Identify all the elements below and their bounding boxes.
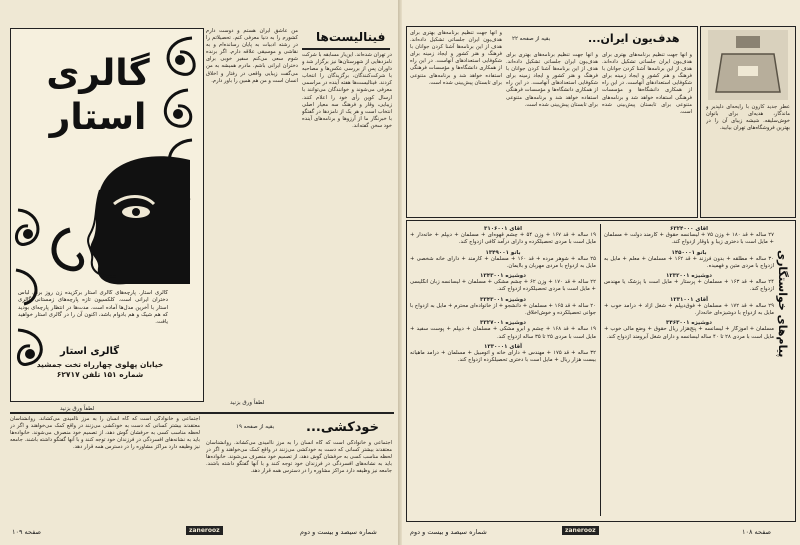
ad-item xyxy=(410,320,596,341)
ad-text: ۲۴ ساله + قد ۱۶۳ + مسلمان + پرستار + مایل است با پزشک یا مهندس ازدواج کند. xyxy=(604,279,774,293)
iran-body-col1: و آنها جهت تنظیم برنامه‌های بهتری برای هدف‌یون ایران جلساتی تشکیل داده‌اند. هدف از این برنامه‌ها آشنا کردن جوانان با فرهنگ و هنر کشور و ایجاد زمینه برای شکوفایی استعدادهای آنهاست. در این راه از همکاری دانشگاه‌ها و مؤسسات فرهنگی استفاده خواهد شد و برنامه‌های متنوعی برای تابستان پیش‌بینی شده است. xyxy=(602,52,692,115)
turn-page-note: لطفاً ورق بزنید xyxy=(60,406,95,412)
ad-id: آقای ۱۳۳۰۰۰۱ xyxy=(483,343,522,350)
ad-text: ۲۷ ساله + قد ۱۸۰ + وزن ۷۵ + لیسانسه حقوق + کارمند دولت + مسلمان + مایل است با دختری زیبا و باوقار ازدواج کند. xyxy=(604,232,774,246)
ad-id: آقای ۳۱۰۶۰۰۱ xyxy=(483,226,522,232)
ad-item xyxy=(604,273,774,294)
finalists-rule xyxy=(302,48,390,50)
marriage-ads-right xyxy=(604,226,774,516)
ad-item xyxy=(604,297,774,318)
left-page-number: صفحه ۱۰۹ xyxy=(12,528,42,536)
ad-text: ۲۹ ساله + قد ۱۷۲ + مسلمان + فوق‌دیپلم + شغل آزاد + درآمد خوب + مایل به ازدواج با دوشیزه‌ای خانه‌دار. xyxy=(604,302,774,317)
gallery-star-body: گالری استار. پارچه‌های گالری استار برگزیده زن روز برای لباس دختران ایرانی است. کلکسیون تازه پارچه‌های زمستانی گالری استار با آخرین مدل‌ها آماده است. مدت‌ها در انتظار پارچه‌ای بودید که هم شیک و هم بادوام باشد، اکنون آن را در گالری استار خواهید یافت. xyxy=(18,290,168,326)
ad-item xyxy=(410,226,596,247)
ad-id: دوشیزه ۱۳۴۳۰۰۱ xyxy=(480,273,526,280)
ad-id: دوشیزه ۱۲۳۲۰۰۱ xyxy=(666,273,712,280)
marriage-divider xyxy=(600,224,601,516)
left-middle-column: من عاشق ایران هستم و دوست دارم کشورم را به دنیا معرفی کنم. تحصیلاتم را در رشته ادبیات به پایان رسانده‌ام و به نقاشی و موسیقی علاقه دارم. اگر برنده شوم سعی می‌کنم سفیر خوبی برای دختران ایرانی باشم. مادرم همیشه به من می‌گفت زیبایی واقعی در رفتار و اخلاق انسان است و من هم همین را باور دارم. xyxy=(206,28,298,84)
ad-text: ۲۰ ساله + قد ۱۶۵ + مسلمان + دانشجو + از خانواده‌ای محترم + مایل به ازدواج با جوانی تحصیلکرده و خوش‌اخلاق. xyxy=(410,302,596,317)
right-page xyxy=(402,0,800,545)
finalists-body: در تهران شده‌اند. این‌بار مسابقه با شرکت نامزدهایی از شهرستان‌ها نیز برگزار شد و داوران پس از بررسی عکس‌ها و مصاحبه با شرکت‌کنندگان، برگزیدگان را انتخاب کردند. فینالیست‌ها هفته آینده در مراسمی معرفی می‌شوند و خوانندگان می‌توانند با ارسال کوپن رأی خود را اعلام کنند. زیبایی، وقار و فرهنگ سه معیار اصلی انتخاب است و هر یک از نامزدها در گفتگو با خبرنگار ما از آرزوها و برنامه‌های آینده خود سخن گفته‌اند. xyxy=(302,52,392,129)
ad-id: آقای ۶۳۲۴۰۰۰ xyxy=(669,226,708,232)
ad-text: ۳۲ ساله + قد ۱۷۵ + مهندس + دارای خانه و اتومبیل + مسلمان + درآمد ماهیانه بیست هزار ریال + مایل است با دختری تحصیلکرده ازدواج کند. xyxy=(410,349,596,364)
ad-id: دوشیزه ۳۳۴۳۰۰۱ xyxy=(480,296,526,303)
ad-id: آقای ۱۲۳۱۰۰۱ xyxy=(669,296,708,303)
suicide-body-col1: اجتماعی و خانوادگی است که گاه انسان را به مرز ناامیدی می‌کشاند. روانشناسان معتقدند بیشتر کسانی که دست به خودکشی می‌زنند در واقع کمک می‌خواهند و اگر در لحظه مناسب کسی به حرفشان گوش دهد، از تصمیم خود منصرف می‌شوند. خانواده‌ها باید به نشانه‌های افسردگی در فرزندان خود توجه کنند و با آنها گفتگو داشته باشند. جامعه نیز وظیفه دارد مراکز مشاوره را در دسترس همه قرار دهد. xyxy=(206,440,392,475)
ad-id: دوشیزه ۳۴۶۳۰۰۱ xyxy=(666,320,712,327)
ad-item xyxy=(410,344,596,365)
ad-item xyxy=(604,320,774,341)
marriage-column-title: پیام‌های خواستگاری xyxy=(776,250,789,358)
iran-headline: هدف‌یون ایران... xyxy=(588,32,680,45)
iran-body-col3: و آنها جهت تنظیم برنامه‌های بهتری برای هدف‌یون ایران جلساتی تشکیل داده‌اند. هدف از این برنامه‌ها آشنا کردن جوانان با فرهنگ و هنر کشور و ایجاد زمینه برای شکوفایی استعدادهای آنهاست. در این راه از همکاری دانشگاه‌ها و مؤسسات فرهنگی استفاده خواهد شد و برنامه‌های متنوعی برای تابستان پیش‌بینی شده است. xyxy=(410,30,502,86)
right-footer-issue: شماره سیصد و بیست و دوم xyxy=(410,528,487,536)
magazine-logo-right: zanerooz xyxy=(562,526,599,535)
ad-text: ۱۹ ساله + قد ۱۶۸ + چشم و ابرو مشکی + مسلمان + دیپلم + پوست سفید + مایل است با مردی ۲۵ تا ۳۵ ساله ازدواج کند. xyxy=(410,326,596,340)
ad-item xyxy=(410,250,596,271)
ad-item xyxy=(410,273,596,294)
suicide-continued: بقیه از صفحه ۱۹ xyxy=(236,424,275,430)
gallery-star-address: خیابان پهلوی چهارراه تخت جمشید شماره ۱۵۱ تلفن ۶۲۷۱۷ xyxy=(36,360,164,379)
suicide-headline: خودکشی... xyxy=(306,420,379,435)
ad-item xyxy=(604,250,774,271)
left-footer-issue: شماره سیصد و بیست و دوم xyxy=(300,528,377,536)
turn-page-note-2: لطفاً ورق بزنید xyxy=(230,400,265,406)
perfume-bottle-image xyxy=(708,30,788,100)
ad-text: ۲۲ ساله + قد ۱۷۰ + وزن ۶۲ + چشم مشکی + مسلمان + لیسانسه زبان انگلیسی + مایل است با مردی تحصیلکرده ازدواج کند. xyxy=(410,279,596,293)
ad-id: بانو ۱۳۴۹۰۰۱ xyxy=(485,249,521,256)
ad-id: بانو ۱۴۵۰۰۰۱ xyxy=(671,249,707,256)
ad-text: ۳۰ ساله + مطلقه + بدون فرزند + قد ۱۶۲ + مسلمان + معلم + مایل به ازدواج با مردی متین و فهمیده. xyxy=(604,255,774,269)
ad-text: مسلمان + آموزگار + لیسانسه + پنج‌هزار ریال حقوق + وضع مالی خوب + مایل است با مردی ۲۸ تا ۴۰ ساله لیسانسه و دارای شغل آبرومند ازدواج کند. xyxy=(604,326,774,340)
left-page xyxy=(0,0,398,545)
suicide-body-col2: اجتماعی و خانوادگی است که گاه انسان را به مرز ناامیدی می‌کشاند. روانشناسان معتقدند بیشتر کسانی که دست به خودکشی می‌زنند در واقع کمک می‌خواهند و اگر در لحظه مناسب کسی به حرفشان گوش دهد، از تصمیم خود منصرف می‌شوند. خانواده‌ها باید به نشانه‌های افسردگی در فرزندان خود توجه کنند و با آنها گفتگو داشته باشند. جامعه نیز وظیفه دارد مراکز مشاوره را در دسترس همه قرار دهد. xyxy=(10,416,200,451)
magazine-logo-left: zanerooz xyxy=(186,526,223,535)
gallery-star-address-label: گالری استار xyxy=(60,346,120,357)
woman-face-illustration xyxy=(40,150,190,290)
perfume-caption: عطر جدید کارون با رایحه‌ای دلپذیر و ماندگار، هدیه‌ای برای بانوان خوش‌سلیقه. شیشه زیبای آن را در بهترین فروشگاه‌های تهران بیابید. xyxy=(706,104,790,132)
section-rule xyxy=(10,412,394,414)
ad-id: دوشیزه ۳۳۲۷۰۰۱ xyxy=(480,320,526,327)
ad-item xyxy=(604,226,774,247)
finalists-headline: فینالیست‌ها xyxy=(316,30,386,44)
right-page-number: صفحه ۱۰۸ xyxy=(742,528,772,536)
iran-continued: بقیه از صفحه ۲۲ xyxy=(512,36,551,42)
marriage-ads-left xyxy=(410,226,596,516)
ad-text: ۱۹ ساله + قد ۱۶۷ + وزن ۵۴ + چشم قهوه‌ای + مسلمان + دیپلم + خانه‌دار + مایل است با مردی تحصیلکرده و دارای درآمد کافی ازدواج کند. xyxy=(410,232,596,246)
gallery-star-title: گالری استار xyxy=(46,53,150,138)
ad-text: ۲۵ ساله + شوهر مرده + قد ۱۶۰ + مسلمان + کارمند + دارای خانه شخصی + مایل به ازدواج با مردی مهربان و باایمان. xyxy=(410,255,596,269)
ad-item xyxy=(410,297,596,318)
iran-body-col2: و آنها جهت تنظیم برنامه‌های بهتری برای هدف‌یون ایران جلساتی تشکیل داده‌اند. هدف از این برنامه‌ها آشنا کردن جوانان با فرهنگ و هنر کشور و ایجاد زمینه برای شکوفایی استعدادهای آنهاست. در این راه از همکاری دانشگاه‌ها و مؤسسات فرهنگی استفاده خواهد شد و برنامه‌های متنوعی برای تابستان پیش‌بینی شده است. xyxy=(506,52,598,108)
